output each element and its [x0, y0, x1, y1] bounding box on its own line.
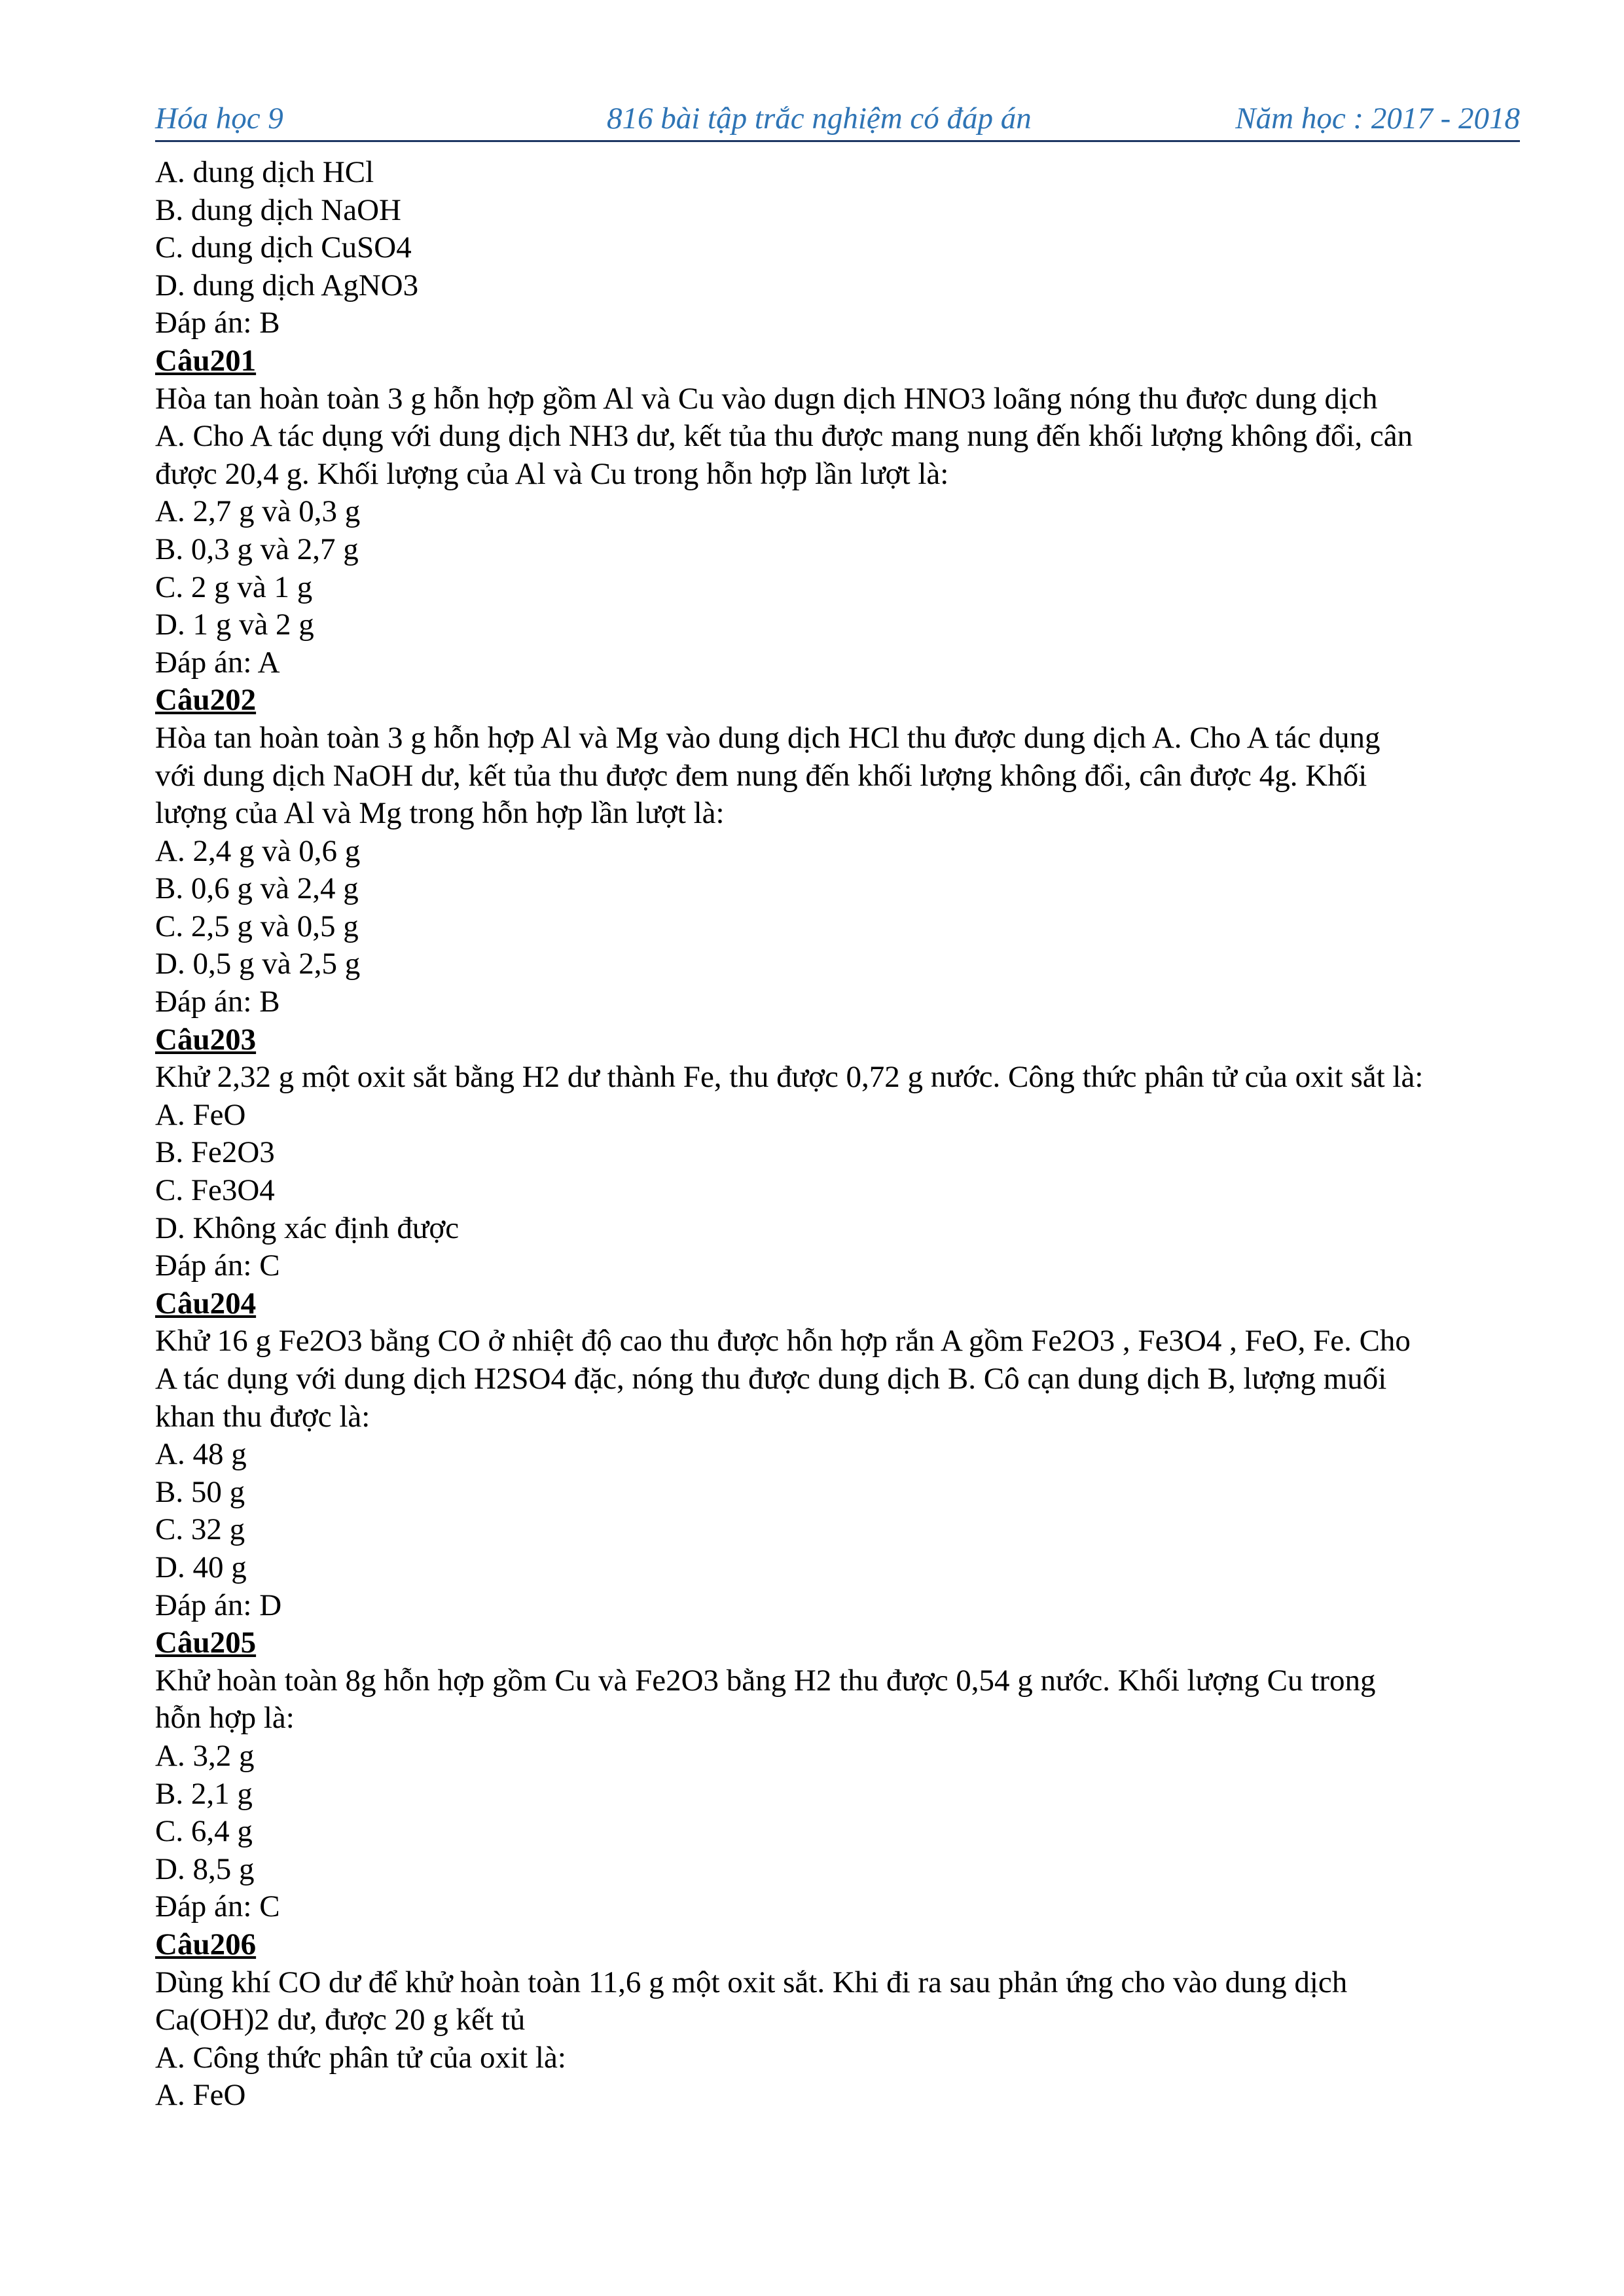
question-stem-line: khan thu được là:: [155, 1399, 370, 1434]
question-block: [155, 1021, 1520, 1285]
option-b: B. Fe2O3: [155, 1135, 275, 1170]
question-stem-line: Hòa tan hoàn toàn 3 g hỗn hợp Al và Mg vào dung dịch HCl thu được dung dịch A. Cho A tác dụng: [155, 720, 1380, 755]
answer-line: Đáp án: C: [155, 1248, 280, 1283]
option-d: D. 8,5 g: [155, 1851, 255, 1886]
question-stem-line: được 20,4 g. Khối lượng của Al và Cu trong hỗn hợp lần lượt là:: [155, 456, 949, 491]
option-c: C. dung dịch CuSO4: [155, 230, 412, 265]
answer-line: Đáp án: B: [155, 306, 280, 340]
answer-line: Đáp án: B: [155, 985, 280, 1019]
question-list: [155, 342, 1520, 2115]
question-stem-line: Khử hoàn toàn 8g hỗn hợp gồm Cu và Fe2O3 bằng H2 thu được 0,54 g nước. Khối lượng Cu trong: [155, 1663, 1376, 1698]
question-stem-line: Dùng khí CO dư để khử hoàn toàn 11,6 g một oxit sắt. Khi đi ra sau phản ứng cho vào dung dịch: [155, 1965, 1348, 1999]
question-stem-line: Khử 2,32 g một oxit sắt bằng H2 dư thành Fe, thu được 0,72 g nước. Công thức phân tử của oxit sắt là:: [155, 1060, 1424, 1095]
question-stem-line: Khử 16 g Fe2O3 bằng CO ở nhiệt độ cao thu được hỗn hợp rắn A gồm Fe2O3 , Fe3O4 , FeO, Fe. Cho: [155, 1324, 1411, 1358]
answer-line: Đáp án: A: [155, 645, 280, 680]
option-a: A. 2,7 g và 0,3 g: [155, 494, 361, 529]
header-title: 816 bài tập trắc nghiệm có đáp án: [607, 101, 1032, 136]
header-subject: Hóa học 9: [155, 101, 283, 136]
question-stem-line: hỗn hợp là:: [155, 1701, 295, 1736]
option-c: C. 2,5 g và 0,5 g: [155, 909, 359, 943]
question-stem-line: A. Cho A tác dụng với dung dịch NH3 dư, kết tủa thu được mang nung đến khối lượng không đổi, cân: [155, 419, 1413, 454]
question-title: Câu202: [155, 683, 257, 718]
option-a: A. 2,4 g và 0,6 g: [155, 833, 361, 868]
option-c: C. 2 g và 1 g: [155, 570, 313, 604]
question-block: [155, 1285, 1520, 1624]
option-a: A. FeO: [155, 1097, 246, 1132]
option-a: A. 3,2 g: [155, 1738, 255, 1773]
option-c: C. 32 g: [155, 1512, 245, 1547]
question-title: Câu201: [155, 343, 257, 378]
question-title: Câu204: [155, 1286, 257, 1321]
question-stem-line: Hòa tan hoàn toàn 3 g hỗn hợp gồm Al và Cu vào dugn dịch HNO3 loãng nóng thu được dung dịch: [155, 381, 1378, 416]
page-header: [155, 97, 1520, 142]
question-stem-line: với dung dịch NaOH dư, kết tủa thu được đem nung đến khối lượng không đổi, cân được 4g. Khối: [155, 758, 1367, 793]
option-b: B. dung dịch NaOH: [155, 192, 401, 227]
option-b: B. 0,3 g và 2,7 g: [155, 532, 359, 566]
option-c: C. 6,4 g: [155, 1814, 253, 1849]
option-d: D. Không xác định được: [155, 1211, 460, 1245]
question-block: [155, 342, 1520, 682]
question-stem-line: A tác dụng với dung dịch H2SO4 đặc, nóng thu được dung dịch B. Cô cạn dung dịch B, lượng muối: [155, 1362, 1387, 1396]
option-d: D. 40 g: [155, 1550, 247, 1584]
question-title: Câu205: [155, 1626, 257, 1660]
option-d: D. 0,5 g và 2,5 g: [155, 947, 361, 981]
option-c: C. Fe3O4: [155, 1173, 275, 1208]
question-stem-line: Ca(OH)2 dư, được 20 g kết tủ: [155, 2003, 526, 2037]
option-d: D. dung dịch AgNO3: [155, 268, 419, 302]
option-a: A. 48 g: [155, 1437, 247, 1472]
option-b: B. 50 g: [155, 1474, 245, 1509]
option-a: A. dung dịch HCl: [155, 155, 374, 189]
header-school-year: Năm học : 2017 - 2018: [1235, 101, 1520, 136]
question-block: [155, 682, 1520, 1021]
option-b: B. 2,1 g: [155, 1776, 253, 1811]
question-stem-line: A. Công thức phân tử của oxit là:: [155, 2040, 566, 2075]
answer-line: Đáp án: C: [155, 1889, 280, 1924]
question-title: Câu203: [155, 1022, 257, 1057]
question-block: [155, 1624, 1520, 1926]
question-title: Câu206: [155, 1927, 257, 1961]
option-d: D. 1 g và 2 g: [155, 608, 314, 642]
question-block: [155, 1926, 1520, 2115]
option-a: A. FeO: [155, 2078, 246, 2113]
answer-line: Đáp án: D: [155, 1588, 282, 1622]
page-content: [155, 154, 1520, 2115]
previous-question-tail: [155, 154, 1520, 342]
option-b: B. 0,6 g và 2,4 g: [155, 871, 359, 906]
question-stem-line: lượng của Al và Mg trong hỗn hợp lần lượt là:: [155, 796, 725, 831]
